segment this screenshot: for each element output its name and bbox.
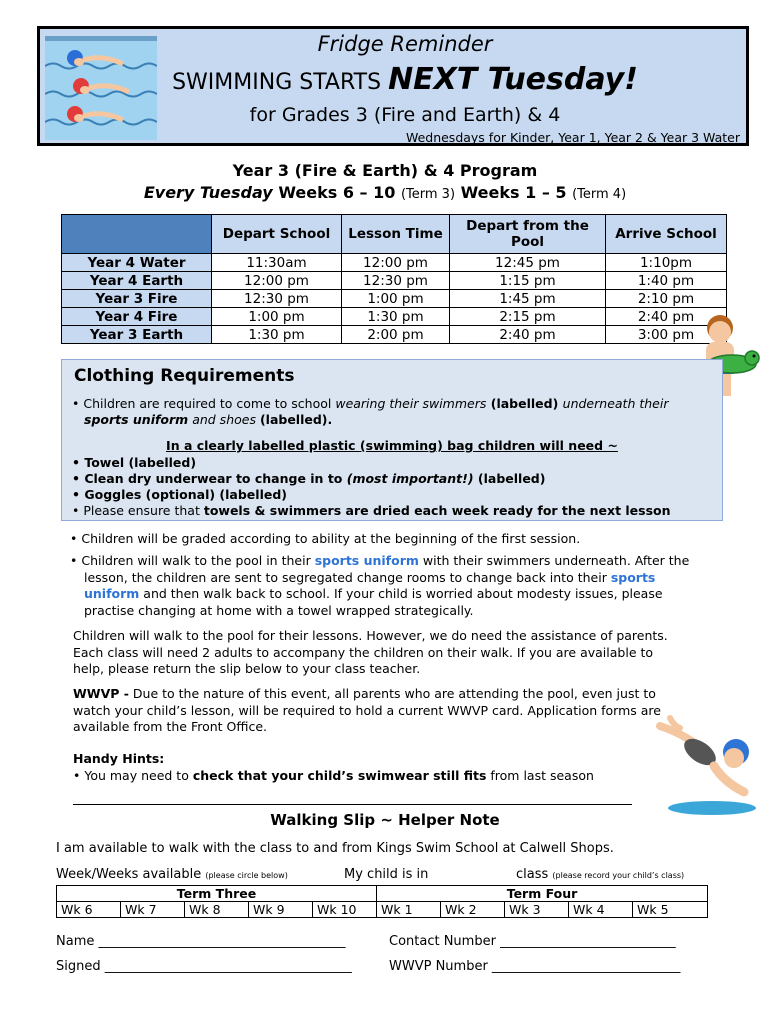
wednesdays-note: Wednesdays for Kinder, Year 1, Year 2 & Year 3 Water — [405, 130, 740, 145]
header-arrive-school: Arrive School — [606, 215, 727, 254]
graded-bullet: • Children will be graded according to ability at the beginning of the first session. — [70, 531, 581, 546]
class-label: class (please record your child’s class) — [516, 867, 685, 882]
row-label: Year 3 Fire — [62, 290, 212, 308]
week-cell[interactable]: Wk 5 — [633, 902, 708, 918]
week-cell[interactable]: Wk 1 — [377, 902, 441, 918]
table-cell: 1:30 pm — [212, 326, 342, 344]
row-label: Year 4 Water — [62, 254, 212, 272]
dry-towels-item: • Please ensure that towels & swimmers are dried each week ready for the next lesson — [72, 503, 671, 518]
week-cell[interactable]: Wk 10 — [313, 902, 377, 918]
header-depart-pool: Depart from the Pool — [450, 215, 606, 254]
table-cell: 2:40 pm — [606, 308, 727, 326]
table-row — [62, 272, 727, 290]
clothing-title: Clothing Requirements — [74, 366, 295, 386]
table-row — [62, 326, 727, 344]
walking-slip-title: Walking Slip ~ Helper Note — [270, 811, 500, 829]
clothing-bullet-swimmers: • Children are required to come to school wearing their swimmers (labelled) underneath their — [72, 396, 669, 411]
week-cell[interactable]: Wk 3 — [505, 902, 569, 918]
contact-number-field[interactable]: Contact Number ___________________________ — [389, 934, 676, 949]
wwvp-number-field[interactable]: WWVP Number _____________________________ — [389, 959, 681, 974]
underwear-item: • Clean dry underwear to change in to (most important!) (labelled) — [72, 471, 546, 486]
program-title: Year 3 (Fire & Earth) & 4 Program — [232, 161, 538, 180]
table-cell: 1:45 pm — [450, 290, 606, 308]
schedule-header-row — [62, 215, 727, 254]
table-cell: 1:15 pm — [450, 272, 606, 290]
fridge-reminder-title: Fridge Reminder — [317, 32, 493, 56]
term-three-header: Term Three — [57, 886, 377, 902]
handy-hints-title: Handy Hints: — [73, 751, 165, 766]
goggles-item: • Goggles (optional) (labelled) — [72, 487, 287, 502]
handy-hint-item: • You may need to check that your child’s swimwear still fits from last season — [73, 768, 594, 783]
table-cell: 1:10pm — [606, 254, 727, 272]
row-label: Year 4 Earth — [62, 272, 212, 290]
week-cell[interactable]: Wk 2 — [441, 902, 505, 918]
table-cell: 12:30 pm — [212, 290, 342, 308]
clothing-bullet-swimmers-cont: sports uniform and shoes (labelled). — [84, 412, 333, 427]
wwvp-paragraph: WWVP - Due to the nature of this event, all parents who are attending the pool, even just to watch your child’s lesson, will be required to hold a current WWVP card. Application forms are available from the Front Office. — [73, 686, 661, 734]
row-label: Year 3 Earth — [62, 326, 212, 344]
availability-statement: I am available to walk with the class to and from Kings Swim School at Calwell Shops. — [56, 841, 614, 856]
name-field[interactable]: Name ______________________________________ — [56, 934, 346, 949]
week-cell[interactable]: Wk 7 — [121, 902, 185, 918]
header-depart-school: Depart School — [212, 215, 342, 254]
bag-heading: In a clearly labelled plastic (swimming) bag children will need ~ — [166, 438, 618, 453]
table-cell: 11:30am — [212, 254, 342, 272]
walk-paragraph: • Children will walk to the pool in their sports uniform with their swimmers underneath. After the lesson, the children are sent to segregated change rooms to change back into their sports uniform and then walk back to school. If your child is worried about modesty issues, please practise changing at home with a towel wrapped strategically. — [70, 553, 690, 618]
week-cell[interactable]: Wk 8 — [185, 902, 249, 918]
week-selection-table — [56, 885, 708, 918]
program-weeks: Every Tuesday Weeks 6 – 10 (Term 3) Weeks 1 – 5 (Term 4) — [143, 183, 627, 202]
table-cell: 1:40 pm — [606, 272, 727, 290]
table-row — [62, 290, 727, 308]
row-label: Year 4 Fire — [62, 308, 212, 326]
table-cell: 12:30 pm — [342, 272, 450, 290]
week-cell[interactable]: Wk 9 — [249, 902, 313, 918]
table-row — [62, 308, 727, 326]
parents-paragraph: Children will walk to the pool for their lessons. However, we do need the assistance of parents. Each class will need 2 adults to accompany the children on their walk. If you are available to help, please return the slip below to your class teacher. — [73, 628, 668, 676]
term-four-header: Term Four — [377, 886, 708, 902]
grades-subtitle: for Grades 3 (Fire and Earth) & 4 — [249, 104, 561, 126]
table-cell: 3:00 pm — [606, 326, 727, 344]
table-cell: 1:00 pm — [342, 290, 450, 308]
swimming-starts-headline: SWIMMING STARTS NEXT Tuesday! — [172, 62, 638, 97]
table-cell: 1:30 pm — [342, 308, 450, 326]
table-cell: 2:15 pm — [450, 308, 606, 326]
week-cell[interactable]: Wk 6 — [57, 902, 121, 918]
signed-field[interactable]: Signed ______________________________________ — [56, 959, 352, 974]
table-cell: 12:45 pm — [450, 254, 606, 272]
divider-line — [73, 804, 632, 805]
schedule-corner — [62, 215, 212, 254]
table-row — [62, 254, 727, 272]
schedule-table — [61, 214, 727, 344]
table-cell: 2:00 pm — [342, 326, 450, 344]
table-cell: 12:00 pm — [212, 272, 342, 290]
header-lesson-time: Lesson Time — [342, 215, 450, 254]
table-cell: 1:00 pm — [212, 308, 342, 326]
weeks-available-label: Week/Weeks available (please circle below) — [56, 867, 288, 882]
my-child-label: My child is in — [344, 867, 429, 882]
week-cell[interactable]: Wk 4 — [569, 902, 633, 918]
table-cell: 12:00 pm — [342, 254, 450, 272]
diver-clipart — [652, 712, 758, 816]
clothing-requirements-box — [61, 359, 723, 521]
towel-item: • Towel (labelled) — [72, 455, 197, 470]
table-cell: 2:10 pm — [606, 290, 727, 308]
table-cell: 2:40 pm — [450, 326, 606, 344]
